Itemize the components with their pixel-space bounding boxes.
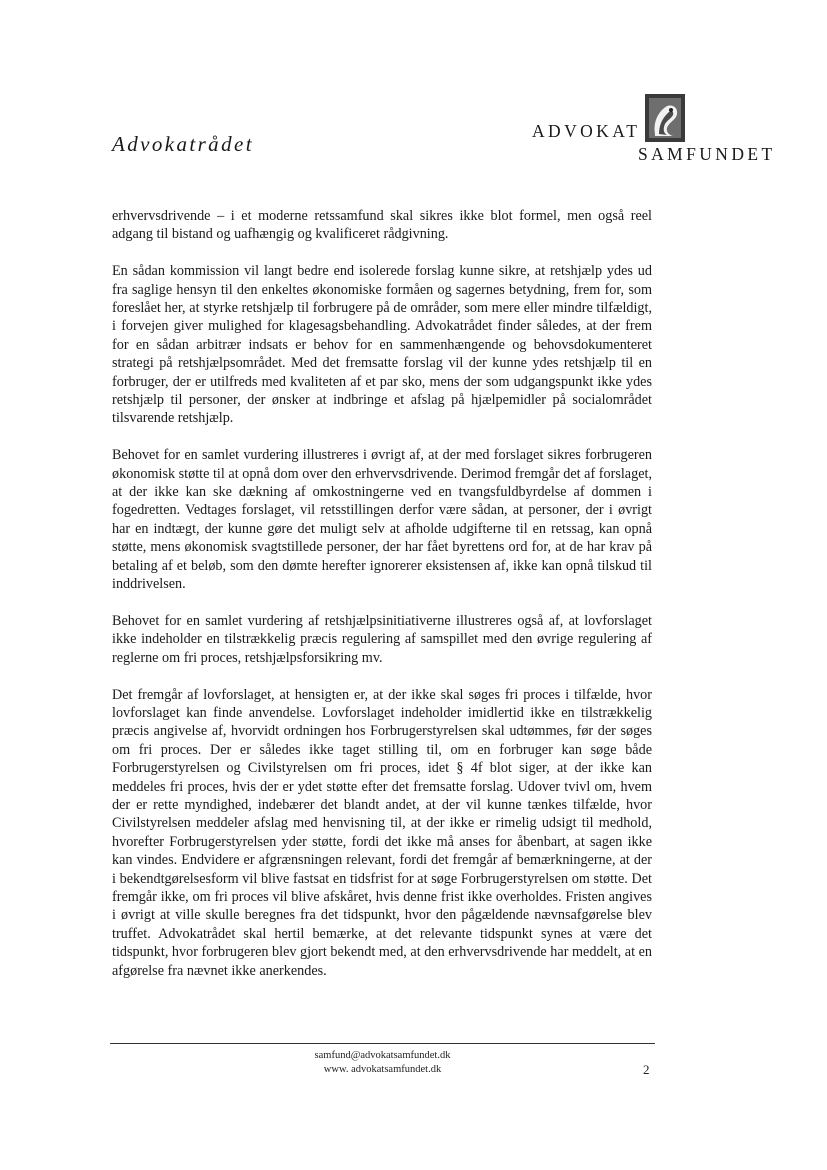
page-number: 2 [643, 1062, 650, 1077]
letter-body [112, 207, 652, 998]
footer-email: samfund@advokatsamfundet.dk [314, 1050, 451, 1061]
logo-word-samfundet: SAMFUNDET [638, 144, 776, 164]
paragraph-4: Behovet for en samlet vurdering af retshjælpsinitiativerne illustreres også af, at lovforslaget ikke indeholder en tilstrækkelig præcis regulering af samspillet med den øvrige regulering af reglerne om fri proces, retshjælpsforsikring mv. [112, 612, 652, 666]
paragraph-2: En sådan kommission vil langt bedre end isolerede forslag kunne sikre, at retshjælp ydes ud fra saglige hensyn til den enkeltes økonomiske formåen og sagernes betydning, frem for, som foreslået her, at styrke retshjælp til forbrugere på de områder, som mere eller mindre tilfældigt, i forvejen giver mulighed for klagesagsbehandling. Advokatrådet finder således, at der frem for en sådan arbitrær indsats er behov for en sammenhængende og behovsdokumenteret strategi på retshjælpsområdet. Med det fremsatte forslag vil der kunne ydes retshjælp til en forbruger, der er utilfreds med kvaliteten af et par sko, mens der som udgangspunkt ikke ydes retshjælp til personer, der ønsker at indbringe et afslag på hjælpemidler på socialområdet tilsvarende retshjælp. [112, 263, 652, 427]
logo-mark-svg [645, 94, 685, 142]
footer-website: www. advokatsamfundet.dk [323, 1064, 442, 1075]
advokatsamfundet-logo-icon [645, 94, 685, 142]
header-title: Advokatrådet [112, 132, 254, 156]
paragraph-1: erhvervsdrivende – i et moderne retssamfund skal sikres ikke blot formel, men også reel adgang til bistand og uafhængig og kvalificeret rådgivning. [112, 208, 652, 243]
paragraph-3: Behovet for en samlet vurdering illustreres i øvrigt af, at der med forslaget sikres forbrugeren økonomisk støtte til at opnå dom over den erhvervsdrivende. Derimod fremgår det af forslaget, at der ikke kan ske dækning af omkostningerne ved en tvangsfuldbyrdelse af dommen i fogedretten. Vedtages forslaget, vil retsstillingen derfor være sådan, at personer, der i øvrigt har en indtægt, der kunne gøre det muligt selv at afholde udgifterne til en retssag, kan opnå støtte, mens økonomisk svagtstillede personer, der har fået byrettens ord for, at de har krav på betaling af et beløb, som den dømte herefter ignorerer eksistensen af, ikke kan opnå tilskud til inddrivelsen. [112, 447, 652, 593]
logo [532, 94, 782, 166]
footer-divider [110, 1043, 655, 1044]
logo-word-advokat: ADVOKAT [532, 121, 641, 141]
paragraph-5: Det fremgår af lovforslaget, at hensigten er, at der ikke skal søges fri proces i tilfælde, hvor lovforslaget kan finde anvendelse. Lovforslaget indeholder imidlertid ikke en tilstrækkelig præcis angivelse af, hvorvidt ordningen hos Forbrugerstyrelsen skal udtømmes, før der søges om fri proces. Der er således ikke taget stilling til, om en forbruger kan søge både Forbrugerstyrelsen og Civilstyrelsen om fri proces, idet § 4f blot siger, at der ikke kan meddeles fri proces, hvis der er ydet støtte efter det fremsatte forslag. Udover tvivl om, hvem der er rette myndighed, indebærer det blandt andet, at der vil kunne tænkes tilfælde, hvor Civilstyrelsen meddeler afslag med henvisning til, at der ikke er rimelig udsigt til medhold, hvorefter Forbrugerstyrelsen yder støtte, fordi det ikke må anses for åbenbart, at sagen ikke kan vindes. Endvidere er afgrænsningen relevant, fordi det fremgår af bemærkningerne, at der i bekendtgørelsesform vil blive fastsat en tidsfrist for at søge Forbrugerstyrelsen om støtte. Det fremgår ikke, om fri proces vil blive afskåret, hvis denne frist ikke overholdes. Fristen angives i øvrigt at ville skulle beregnes fra det tidspunkt, hvor den pågældende nævnsafgørelse blev truffet. Advokatrådet skal hertil bemærke, at det relevante tidspunkt synes at være det tidspunkt, hvor forbrugeren blev gjort bekendt med, at den erhvervsdrivende har meddelt, at en afgørelse fra nævnet ikke anerkendes. [112, 686, 652, 979]
